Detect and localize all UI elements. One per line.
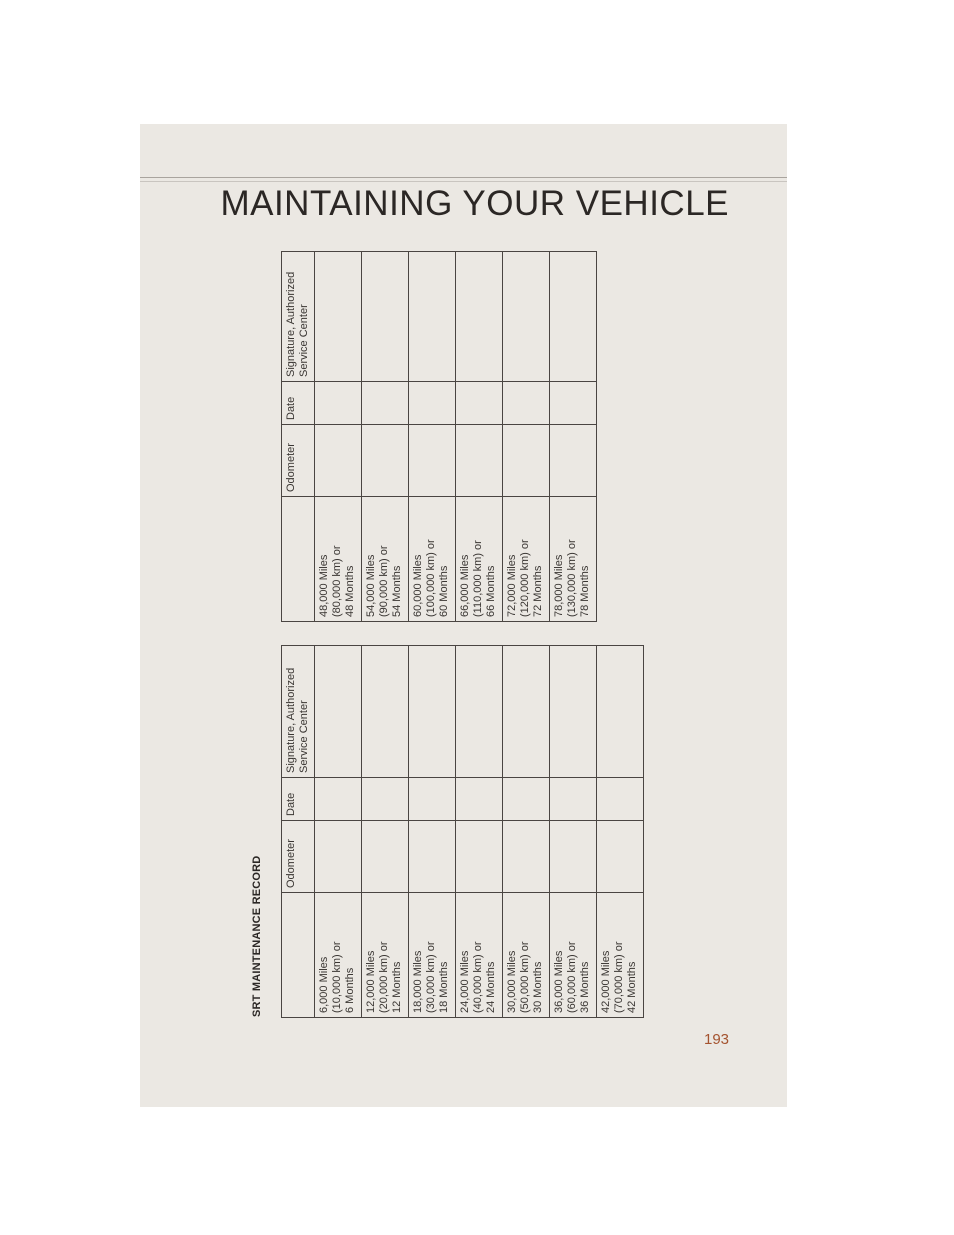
interval-line: 12,000 Miles (365, 950, 377, 1013)
interval-line: (20,000 km) or (378, 941, 390, 1013)
interval-cell (315, 497, 362, 622)
table-header-row (282, 252, 315, 622)
header-rule-secondary (140, 181, 787, 182)
interval-cell (456, 893, 503, 1018)
interval-line: (90,000 km) or (378, 545, 390, 617)
interval-line: 30 Months (532, 961, 544, 1013)
interval-line: 48 Months (344, 565, 356, 617)
odometer-cell[interactable] (409, 821, 456, 893)
interval-line: 78 Months (579, 565, 591, 617)
odometer-cell[interactable] (315, 821, 362, 893)
interval-line: 36 Months (579, 961, 591, 1013)
date-cell[interactable] (550, 382, 597, 425)
signature-cell[interactable] (362, 646, 409, 778)
date-cell[interactable] (550, 778, 597, 821)
signature-header-line: Signature, Authorized (285, 667, 297, 773)
interval-line: 78,000 Miles (553, 554, 565, 617)
signature-cell[interactable] (550, 252, 597, 382)
odometer-cell[interactable] (503, 425, 550, 497)
signature-cell[interactable] (550, 646, 597, 778)
signature-header-line: Signature, Authorized (285, 271, 297, 377)
odometer-cell[interactable] (503, 821, 550, 893)
date-cell[interactable] (456, 778, 503, 821)
signature-cell[interactable] (503, 646, 550, 778)
table-row (409, 252, 456, 622)
interval-line: (130,000 km) or (566, 539, 578, 617)
table-row (315, 646, 362, 1018)
interval-cell (503, 893, 550, 1018)
page-title: MAINTAINING YOUR VEHICLE (220, 184, 729, 223)
interval-cell (550, 497, 597, 622)
interval-line: 54 Months (391, 565, 403, 617)
table-row (456, 646, 503, 1018)
date-cell[interactable] (409, 778, 456, 821)
odometer-cell[interactable] (456, 821, 503, 893)
odometer-column-header: Odometer (282, 425, 315, 497)
interval-line: 60 Months (438, 565, 450, 617)
interval-cell (409, 497, 456, 622)
interval-cell (597, 893, 644, 1018)
interval-cell (503, 497, 550, 622)
table-row (315, 252, 362, 622)
interval-line: 30,000 Miles (506, 950, 518, 1013)
interval-line: 60,000 Miles (412, 554, 424, 617)
signature-cell[interactable] (315, 646, 362, 778)
interval-line: (100,000 km) or (425, 539, 437, 617)
signature-cell[interactable] (315, 252, 362, 382)
interval-cell (409, 893, 456, 1018)
date-cell[interactable] (315, 382, 362, 425)
interval-line: 72,000 Miles (506, 554, 518, 617)
table-row (597, 646, 644, 1018)
interval-line: (120,000 km) or (519, 539, 531, 617)
page-number: 193 (704, 1031, 730, 1048)
odometer-cell[interactable] (550, 425, 597, 497)
interval-line: 6 Months (344, 967, 356, 1013)
interval-line: (40,000 km) or (472, 941, 484, 1013)
section-heading: SRT MAINTENANCE RECORD (251, 855, 263, 1017)
table-row (550, 646, 597, 1018)
interval-line: 24,000 Miles (459, 950, 471, 1013)
interval-cell (550, 893, 597, 1018)
interval-line: 12 Months (391, 961, 403, 1013)
interval-line: 66 Months (485, 565, 497, 617)
date-cell[interactable] (362, 382, 409, 425)
interval-cell (362, 497, 409, 622)
interval-cell (456, 497, 503, 622)
interval-line: 6,000 Miles (318, 956, 330, 1013)
interval-line: 54,000 Miles (365, 554, 377, 617)
interval-line: (110,000 km) or (472, 540, 484, 617)
interval-line: 42 Months (626, 961, 638, 1013)
odometer-cell[interactable] (597, 821, 644, 893)
table-row (362, 646, 409, 1018)
signature-cell[interactable] (456, 646, 503, 778)
interval-line: (60,000 km) or (566, 941, 578, 1013)
interval-line: 18,000 Miles (412, 950, 424, 1013)
signature-column-header (282, 252, 315, 382)
interval-cell (362, 893, 409, 1018)
date-cell[interactable] (315, 778, 362, 821)
interval-column-header (282, 893, 315, 1018)
signature-cell[interactable] (409, 252, 456, 382)
interval-column-header (282, 497, 315, 622)
table-header-row (282, 646, 315, 1018)
interval-cell (315, 893, 362, 1018)
table-row (456, 252, 503, 622)
interval-line: (10,000 km) or (331, 941, 343, 1013)
date-cell[interactable] (503, 382, 550, 425)
interval-line: 72 Months (532, 565, 544, 617)
maintenance-record-table-right (281, 251, 597, 622)
header-rule (140, 177, 787, 178)
odometer-cell[interactable] (550, 821, 597, 893)
signature-column-header (282, 646, 315, 778)
odometer-cell[interactable] (362, 425, 409, 497)
signature-cell[interactable] (409, 646, 456, 778)
date-cell[interactable] (456, 382, 503, 425)
table-row (550, 252, 597, 622)
interval-line: 36,000 Miles (553, 950, 565, 1013)
date-column-header: Date (282, 382, 315, 425)
odometer-cell[interactable] (315, 425, 362, 497)
interval-line: 48,000 Miles (318, 554, 330, 617)
interval-line: 66,000 Miles (459, 554, 471, 617)
table-row (503, 252, 550, 622)
signature-cell[interactable] (597, 646, 644, 778)
date-column-header: Date (282, 778, 315, 821)
table-row (362, 252, 409, 622)
interval-line: (50,000 km) or (519, 941, 531, 1013)
odometer-cell[interactable] (409, 425, 456, 497)
interval-line: (80,000 km) or (331, 545, 343, 617)
date-cell[interactable] (597, 778, 644, 821)
odometer-cell[interactable] (362, 821, 409, 893)
table-row (409, 646, 456, 1018)
date-cell[interactable] (503, 778, 550, 821)
signature-cell[interactable] (456, 252, 503, 382)
signature-header-line: Service Center (298, 700, 310, 773)
odometer-column-header: Odometer (282, 821, 315, 893)
interval-line: 42,000 Miles (600, 950, 612, 1013)
signature-header-line: Service Center (298, 304, 310, 377)
interval-line: 24 Months (485, 961, 497, 1013)
odometer-cell[interactable] (456, 425, 503, 497)
interval-line: 18 Months (438, 961, 450, 1013)
date-cell[interactable] (362, 778, 409, 821)
table-row (503, 646, 550, 1018)
interval-line: (70,000 km) or (613, 941, 625, 1013)
signature-cell[interactable] (362, 252, 409, 382)
date-cell[interactable] (409, 382, 456, 425)
interval-line: (30,000 km) or (425, 941, 437, 1013)
maintenance-record-table-left (281, 645, 644, 1018)
signature-cell[interactable] (503, 252, 550, 382)
